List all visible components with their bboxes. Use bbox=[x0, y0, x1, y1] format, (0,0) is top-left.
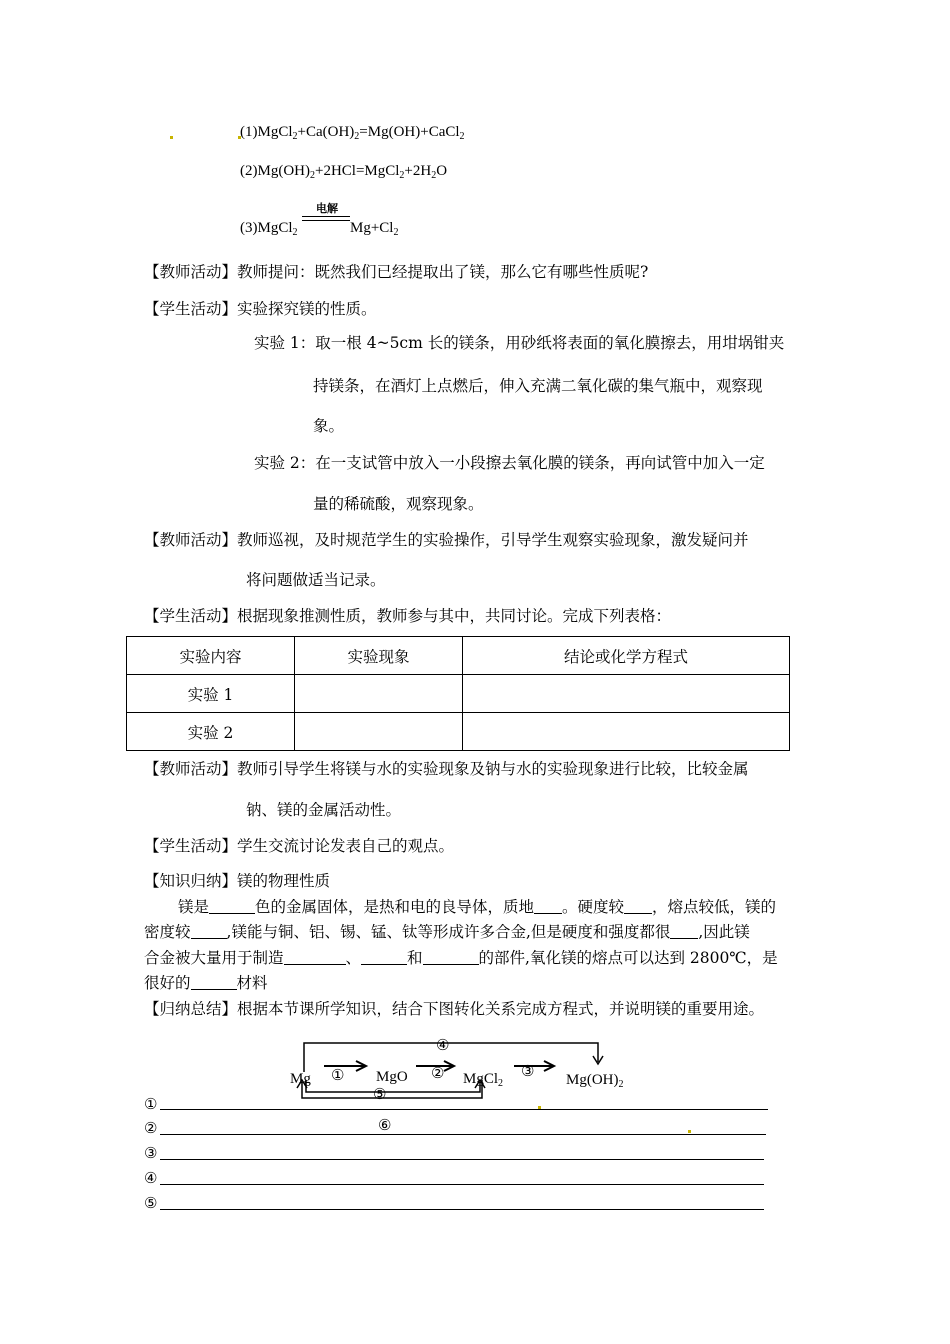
answer-label-4: ④ bbox=[144, 1169, 158, 1187]
step-4-label: ④ bbox=[436, 1036, 450, 1054]
answer-label-3: ③ bbox=[144, 1144, 158, 1162]
equation-1: $(1)MgCl_2+Ca(OH)_2=Mg(OH)+CaCl_2$ bbox=[240, 124, 465, 142]
answer-label-1: ① bbox=[144, 1095, 158, 1113]
answer-line-1[interactable] bbox=[160, 1109, 768, 1110]
blank-field[interactable] bbox=[191, 975, 237, 990]
decorative-dot bbox=[170, 136, 173, 139]
table-cell: 实验 2 bbox=[127, 713, 295, 751]
electrolysis-condition: 电解 bbox=[316, 202, 338, 215]
fill-line-3: 合金被大量用于制造 、 和 的部件,氧化镁的熔点可以达到 2800℃，是 bbox=[144, 949, 778, 967]
answer-label-5: ⑤ bbox=[144, 1194, 158, 1212]
experiment-1-line1: 实验 1：取一根 4~5cm 长的镁条，用砂纸将表面的氧化膜擦去，用坩埚钳夹 bbox=[254, 334, 785, 352]
answer-line-5[interactable] bbox=[160, 1209, 764, 1210]
answer-label-2: ② bbox=[144, 1119, 158, 1137]
step-6-label: ⑥ bbox=[378, 1116, 392, 1134]
teacher-activity-3: 【教师活动】教师引导学生将镁与水的实验现象及钠与水的实验现象进行比较，比较金属 bbox=[144, 760, 749, 778]
teacher-activity-2: 【教师活动】教师巡视，及时规范学生的实验操作，引导学生观察实验现象，激发疑问并 bbox=[144, 531, 749, 549]
experiment-1-line2: 持镁条，在酒灯上点燃后，伸入充满二氧化碳的集气瓶中，观察现 bbox=[313, 377, 763, 395]
experiment-table bbox=[126, 636, 790, 751]
equation-3-product: $Mg+Cl_2$ bbox=[350, 220, 399, 238]
experiment-2-line2: 量的稀硫酸，观察现象。 bbox=[313, 495, 484, 513]
table-header-row bbox=[127, 637, 790, 675]
knowledge-summary-heading: 【知识归纳】镁的物理性质 bbox=[144, 872, 331, 890]
teacher-activity-3-line2: 钠、镁的金属活动性。 bbox=[246, 801, 402, 819]
step-1-label: ① bbox=[331, 1066, 345, 1084]
blank-field[interactable] bbox=[423, 950, 479, 965]
table-cell[interactable] bbox=[295, 675, 463, 713]
answer-line-3[interactable] bbox=[160, 1159, 764, 1160]
mg-label: Mg bbox=[290, 1071, 311, 1087]
blank-field[interactable] bbox=[670, 924, 698, 939]
equation-2: $(2)Mg(OH)_2+2HCl=MgCl_2+2H_2O$ bbox=[240, 163, 448, 181]
table-row bbox=[127, 675, 790, 713]
decorative-dot bbox=[688, 1130, 691, 1133]
experiment-1-line3: 象。 bbox=[313, 417, 345, 435]
table-row bbox=[127, 713, 790, 751]
answer-line-2[interactable] bbox=[160, 1134, 766, 1135]
equals-sign bbox=[302, 216, 350, 221]
fill-line-1: 镁是 色的金属固体，是热和电的良导体，质地 。硬度较 ，熔点较低，镁的 bbox=[178, 898, 777, 916]
fill-line-4: 很好的 材料 bbox=[144, 974, 268, 992]
mgoh2-label: $Mg(OH)_2$ bbox=[566, 1072, 624, 1090]
blank-field[interactable] bbox=[284, 950, 346, 965]
mgcl2-label: MgCl$_2$ bbox=[463, 1071, 504, 1089]
answer-line-4[interactable] bbox=[160, 1184, 764, 1185]
fill-line-2: 密度较 ,镁能与铜、铝、锡、锰、钛等形成许多合金,但是硬度和强度都很 ,因此镁 bbox=[144, 923, 750, 941]
mgo-label: MgO bbox=[376, 1069, 408, 1085]
summary-heading: 【归纳总结】根据本节课所学知识，结合下图转化关系完成方程式，并说明镁的重要用途。 bbox=[144, 1000, 765, 1018]
table-header: 实验现象 bbox=[295, 637, 463, 675]
teacher-activity-1: 【教师活动】教师提问：既然我们已经提取出了镁，那么它有哪些性质呢? bbox=[144, 263, 649, 281]
blank-field[interactable] bbox=[534, 899, 562, 914]
blank-field[interactable] bbox=[191, 924, 227, 939]
table-cell[interactable] bbox=[295, 713, 463, 751]
table-header: 实验内容 bbox=[127, 637, 295, 675]
blank-field[interactable] bbox=[624, 899, 652, 914]
table-header: 结论或化学方程式 bbox=[463, 637, 790, 675]
blank-field[interactable] bbox=[209, 899, 255, 914]
blank-field[interactable] bbox=[361, 950, 407, 965]
equation-3: (3)MgCl$_2$ bbox=[240, 220, 298, 238]
step-3-label: ③ bbox=[521, 1062, 535, 1080]
experiment-2-line1: 实验 2：在一支试管中放入一小段擦去氧化膜的镁条，再向试管中加入一定 bbox=[254, 454, 765, 472]
table-cell[interactable] bbox=[463, 713, 790, 751]
table-cell[interactable] bbox=[463, 675, 790, 713]
step-5-label: ⑤ bbox=[373, 1085, 387, 1103]
teacher-activity-2-line2: 将问题做适当记录。 bbox=[246, 571, 386, 589]
student-activity-3: 【学生活动】学生交流讨论发表自己的观点。 bbox=[144, 837, 455, 855]
step-2-label: ② bbox=[431, 1064, 445, 1082]
student-activity-2: 【学生活动】根据现象推测性质，教师参与其中，共同讨论。完成下列表格： bbox=[144, 607, 672, 625]
student-activity-1: 【学生活动】实验探究镁的性质。 bbox=[144, 300, 377, 318]
table-cell: 实验 1 bbox=[127, 675, 295, 713]
